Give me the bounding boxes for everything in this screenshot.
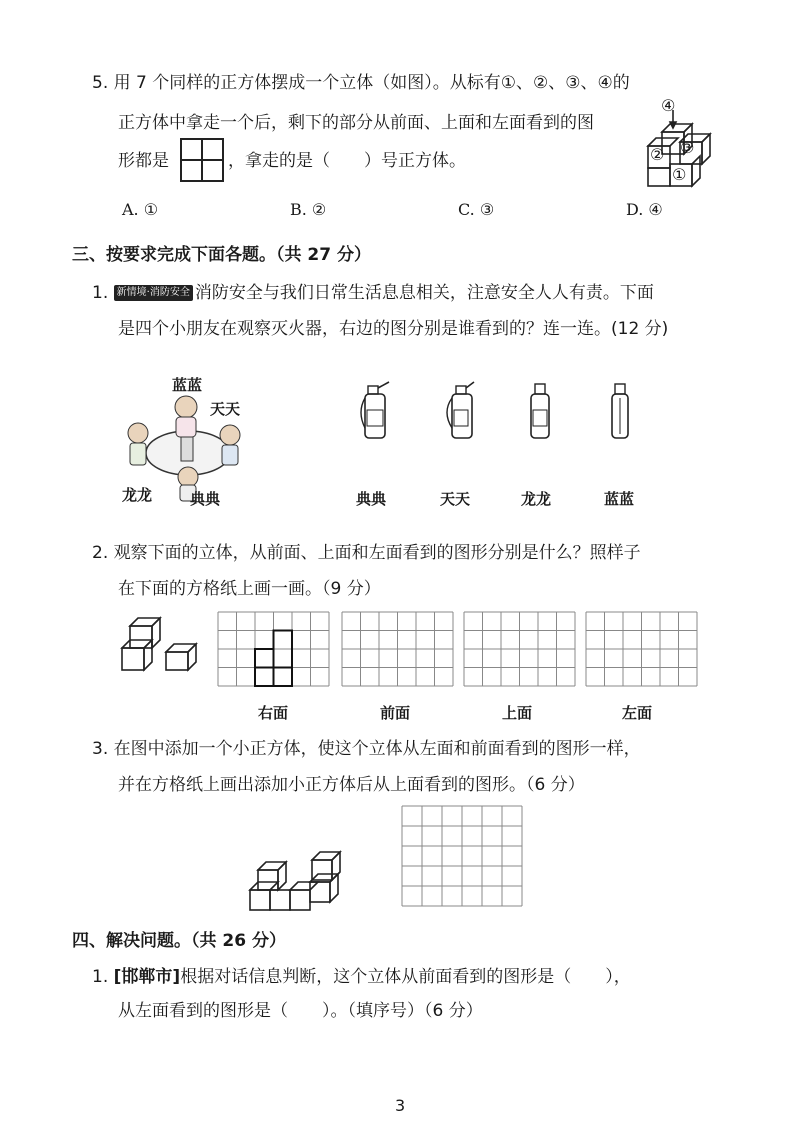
q2-solid-figure <box>118 618 208 678</box>
grid-top-view[interactable] <box>464 612 580 686</box>
section4-title: 四、解决问题。（共 26 分） <box>72 931 286 951</box>
s3-q1-text1: 消防安全与我们日常生活息息相关，注意安全人人有责。下面 <box>194 283 654 303</box>
view-label-2: 天天 <box>440 490 471 508</box>
q5-cube-label-1: ① <box>672 165 687 184</box>
s4-q1-tag: [邯郸市] <box>113 967 181 987</box>
kid-name-tiantian: 天天 <box>210 400 241 418</box>
section3-title: 三、按要求完成下面各题。（共 27 分） <box>72 245 371 265</box>
grid-label-right: 右面 <box>258 704 289 722</box>
grid-label-front: 前面 <box>380 704 411 722</box>
q5-cube-label-3: ③ <box>680 138 695 157</box>
s3-q2-line1: 2. 观察下面的立体，从前面、上面和左面看到的图形分别是什么？照样子 <box>92 543 641 563</box>
extinguisher-view-4 <box>605 376 635 440</box>
s3-q1-line2: 是四个小朋友在观察灭火器，右边的图分别是谁看到的？连一连。(12 分) <box>118 319 669 339</box>
q5-option-c[interactable]: C. ③ <box>458 200 495 219</box>
grid-label-left: 左面 <box>622 704 653 722</box>
kid-name-longlong: 龙龙 <box>122 486 153 504</box>
extinguisher-view-1 <box>355 376 395 440</box>
view-label-3: 龙龙 <box>521 490 552 508</box>
extinguisher-view-2 <box>440 376 480 440</box>
q5-square-view-figure <box>180 138 224 182</box>
s3-q3-line2: 并在方格纸上画出添加小正方体后从上面看到的图形。（6 分） <box>118 775 585 795</box>
s3-q2-line2: 在下面的方格纸上画一画。（9 分） <box>118 579 381 599</box>
new-context-tag: 新情境·消防安全 <box>114 285 193 301</box>
q3-grid[interactable] <box>402 806 524 908</box>
view-label-1: 典典 <box>356 490 387 508</box>
s4-q1-text1: 根据对话信息判断，这个立体从前面看到的图形是（ ）， <box>180 967 631 987</box>
s4-q1-num: 1. <box>92 967 109 987</box>
view-label-4: 蓝蓝 <box>604 490 635 508</box>
s4-q1-line1 <box>92 966 631 988</box>
q3-solid-figure <box>246 850 356 914</box>
grid-front-view[interactable] <box>342 612 458 686</box>
q5-cube-label-2: ② <box>650 145 665 164</box>
sample-right-view-shape <box>255 631 292 687</box>
kid-name-diandian: 典典 <box>190 490 221 508</box>
kid-name-lanlan: 蓝蓝 <box>172 376 203 394</box>
page-number: 3 <box>395 1096 406 1115</box>
grid-right-view[interactable] <box>218 612 334 686</box>
s3-q3-line1: 3. 在图中添加一个小正方体，使这个立体从左面和前面看到的图形一样， <box>92 739 641 759</box>
q5-line1: 5. 用 7 个同样的正方体摆成一个立体（如图）。从标有①、②、③、④的 <box>92 73 630 93</box>
grid-label-top: 上面 <box>502 704 533 722</box>
q5-line3b: ，拿走的是（ ）号正方体。 <box>228 151 466 171</box>
s4-q1-line2: 从左面看到的图形是（ ）。（填序号）（6 分） <box>118 1001 483 1021</box>
grid-left-view[interactable] <box>586 612 702 686</box>
q5-option-d[interactable]: D. ④ <box>626 200 663 219</box>
q5-cube-label-4: ④ <box>661 96 676 115</box>
extinguisher-view-3 <box>525 376 555 440</box>
q5-line2: 正方体中拿走一个后，剩下的部分从前面、上面和左面看到的图 <box>118 113 594 133</box>
s3-q1-num: 1. <box>92 283 109 303</box>
q5-option-b[interactable]: B. ② <box>290 200 327 219</box>
q5-line3a: 形都是 <box>118 151 169 171</box>
q5-option-a[interactable]: A. ① <box>122 200 159 219</box>
s3-q1-line1 <box>92 282 654 304</box>
